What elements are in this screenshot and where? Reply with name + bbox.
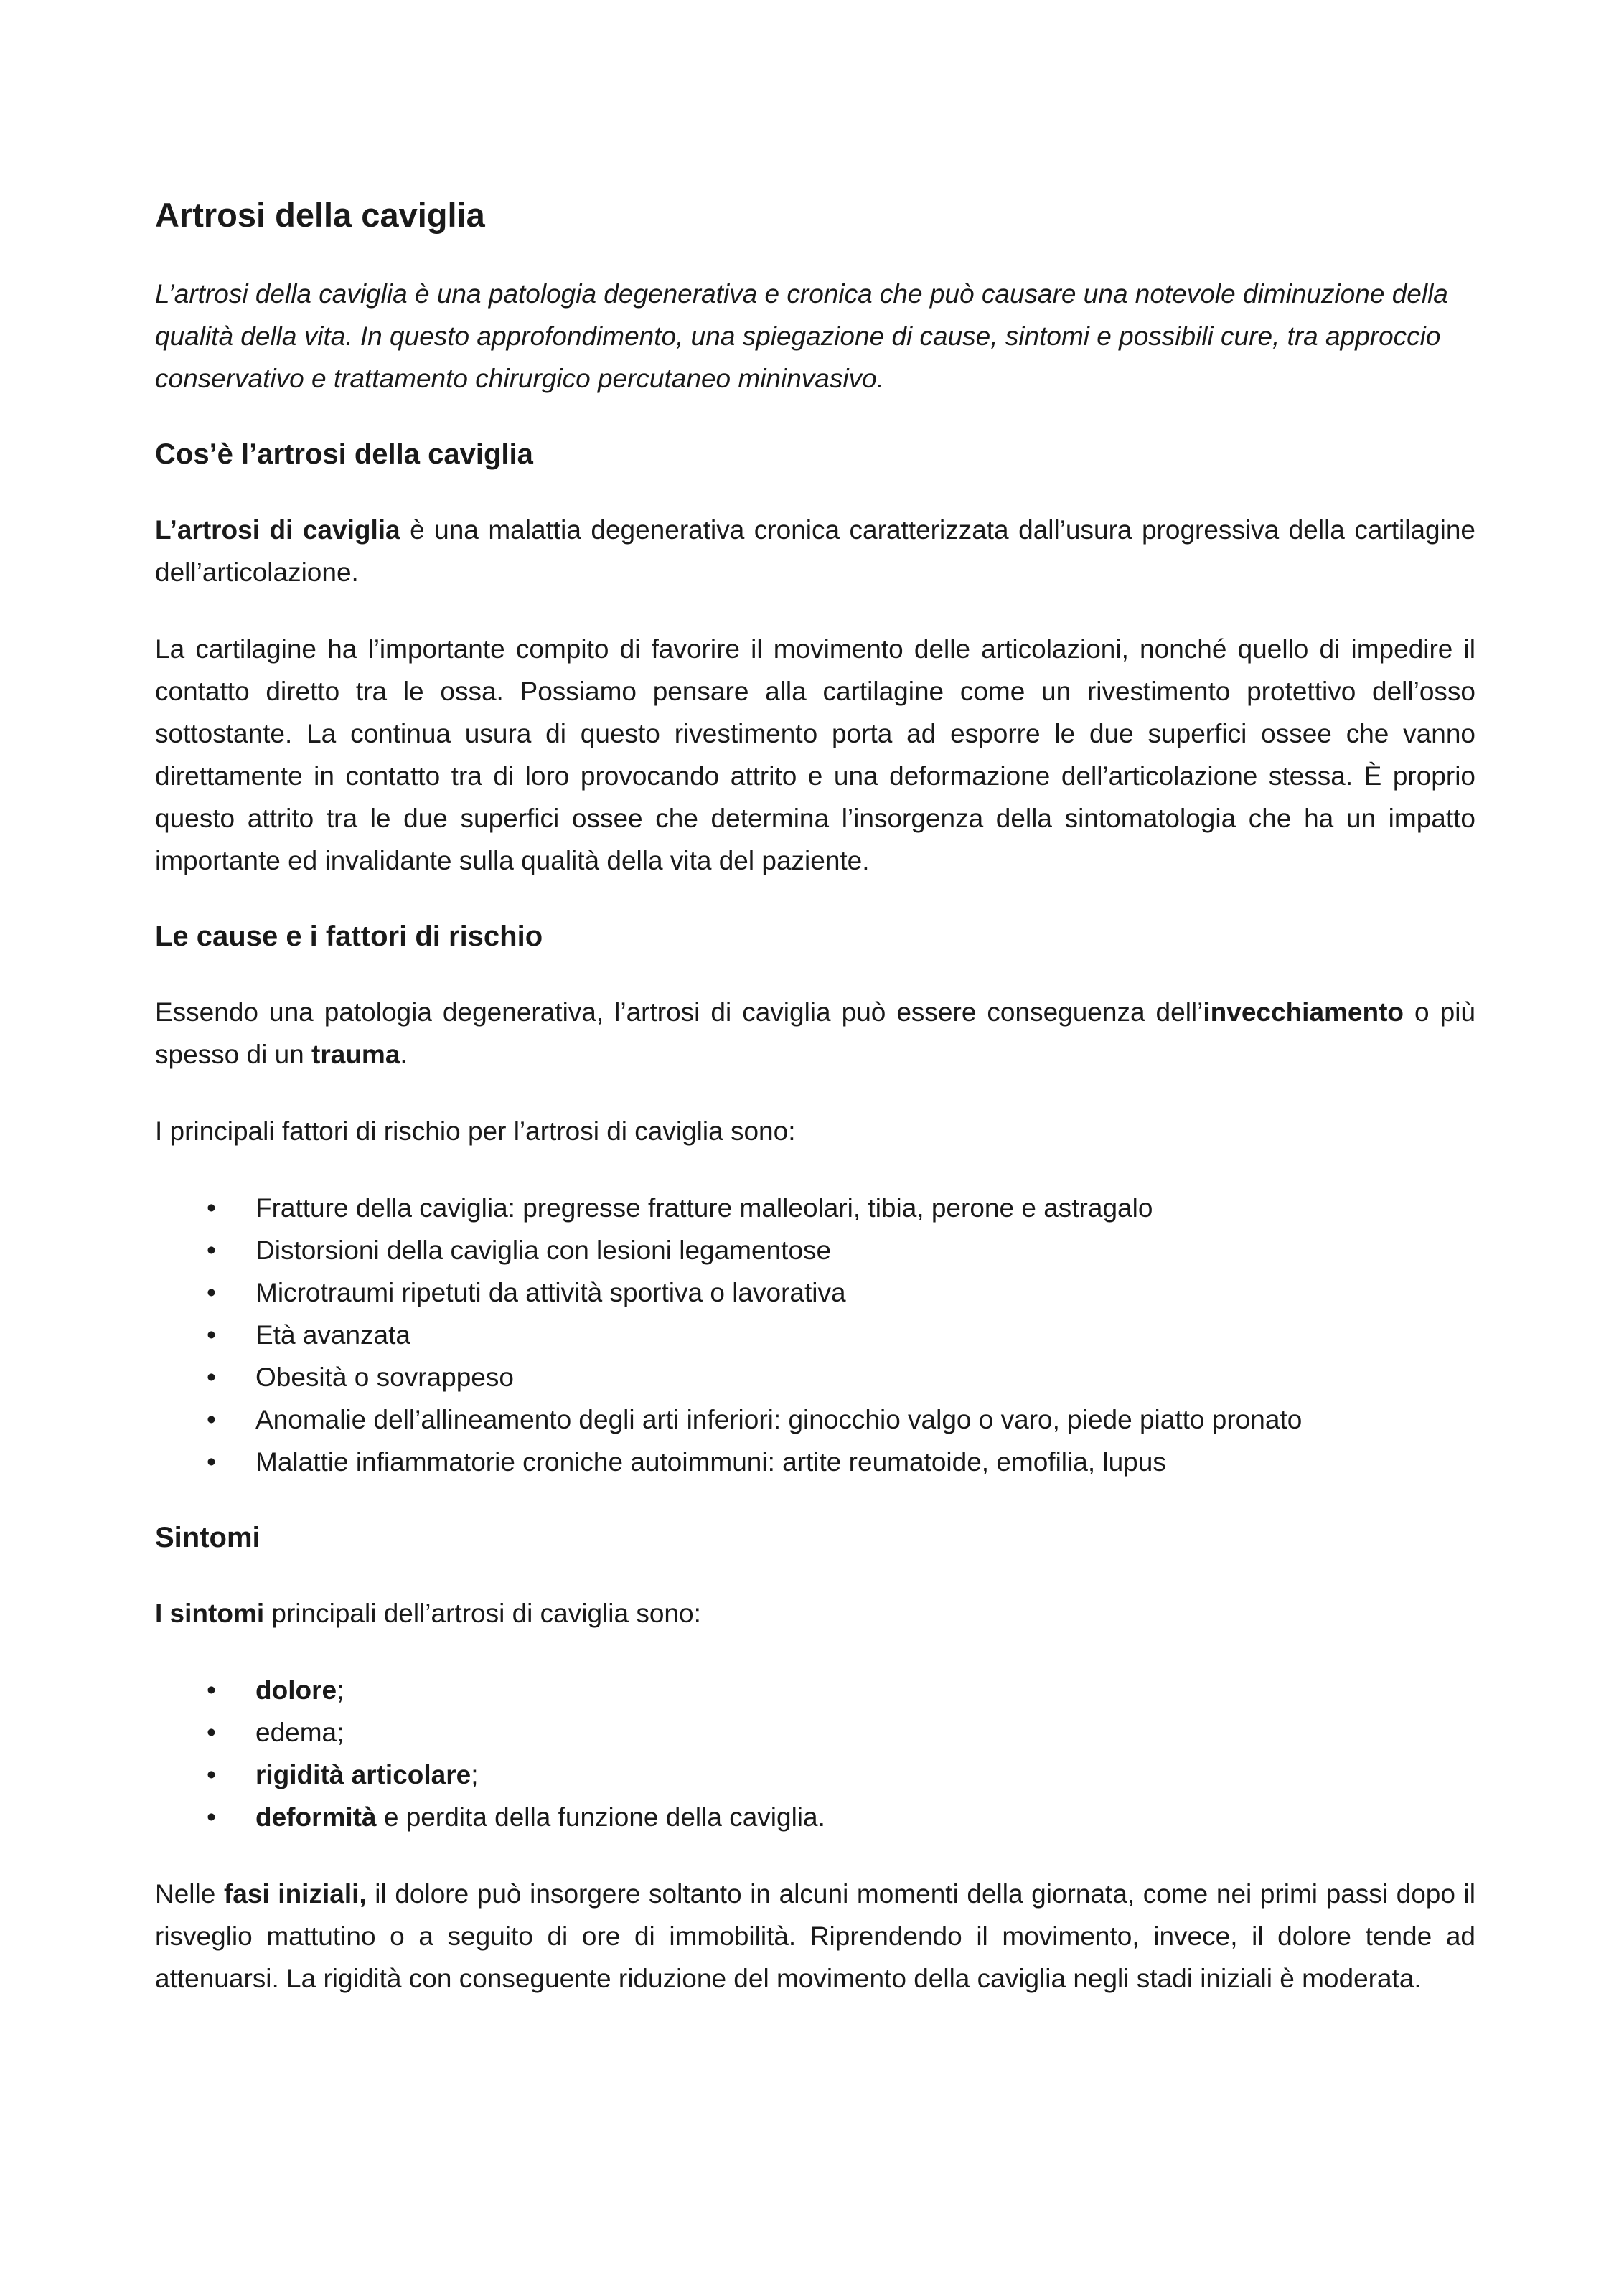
- list-item: • Distorsioni della caviglia con lesioni legamentose: [255, 1229, 1475, 1271]
- bold-term: L’artrosi di caviglia: [155, 515, 400, 545]
- early-stages-paragraph: Nelle fasi iniziali, il dolore può insorgere soltanto in alcuni momenti della giornata, come nei primi passi dopo il risveglio mattutino o a seguito di ore di immobilità. Riprendendo il movimento, invece, il dolore tende ad attenuarsi. La rigidità con conseguente riduzione del movimento della caviglia negli stadi iniziali è moderata.: [155, 1879, 1475, 1993]
- list-item: • Malattie infiammatorie croniche autoimmuni: artite reumatoide, emofilia, lupus: [255, 1441, 1475, 1483]
- list-item: • Età avanzata: [255, 1314, 1475, 1356]
- section-heading-causes: Le cause e i fattori di rischio: [155, 921, 543, 952]
- section-heading-definition: Cos’è l’artrosi della caviglia: [155, 438, 533, 470]
- list-item: • rigidità articolare;: [255, 1754, 1475, 1796]
- list-item: • Anomalie dell’allineamento degli arti inferiori: ginocchio valgo o varo, piede piatto pronato: [255, 1398, 1475, 1441]
- list-item: • edema;: [255, 1711, 1475, 1754]
- document-page: [155, 194, 1475, 2034]
- causes-paragraph: Essendo una patologia degenerativa, l’artrosi di caviglia può essere conseguenza dell’invecchiamento o più spesso di un trauma.: [155, 997, 1475, 1069]
- list-item: • Fratture della caviglia: pregresse fratture malleolari, tibia, perone e astragalo: [255, 1187, 1475, 1229]
- section-heading-symptoms: Sintomi: [155, 1522, 261, 1553]
- list-item: • dolore;: [255, 1669, 1475, 1711]
- list-item: • Microtraumi ripetuti da attività sportiva o lavorativa: [255, 1271, 1475, 1314]
- list-item: • Obesità o sovrappeso: [255, 1356, 1475, 1398]
- cartilage-paragraph: La cartilagine ha l’importante compito di favorire il movimento delle articolazioni, nonché quello di impedire il contatto diretto tra le ossa. Possiamo pensare alla cartilagine come un rivestimento protettivo dell’osso sottostante. La continua usura di questo rivestimento porta ad esporre le due superfici ossee che vanno direttamente in contatto tra di loro provocando attrito e una deformazione dell’articolazione stessa. È proprio questo attrito tra le due superfici ossee che determina l’insorgenza della sintomatologia che ha un impatto importante ed invalidante sulla qualità della vita del paziente.: [155, 634, 1475, 875]
- list-item: • deformità e perdita della funzione della caviglia.: [255, 1796, 1475, 1838]
- risk-factors-list: [155, 1187, 1475, 1483]
- symptoms-intro: I sintomi principali dell’artrosi di caviglia sono:: [155, 1599, 701, 1628]
- definition-paragraph: L’artrosi di caviglia è una malattia degenerativa cronica caratterizzata dall’usura progressiva della cartilagine dell’articolazione.: [155, 515, 1475, 587]
- symptoms-list: [155, 1669, 1475, 1838]
- intro-paragraph: L’artrosi della caviglia è una patologia degenerativa e cronica che può causare una notevole diminuzione della qualità della vita. In questo approfondimento, una spiegazione di cause, sintomi e possibili cure, tra approccio conservativo e trattamento chirurgico percutaneo mininvasivo.: [155, 279, 1448, 393]
- risk-factors-intro: I principali fattori di rischio per l’artrosi di caviglia sono:: [155, 1116, 796, 1146]
- document-title: Artrosi della caviglia: [155, 196, 485, 234]
